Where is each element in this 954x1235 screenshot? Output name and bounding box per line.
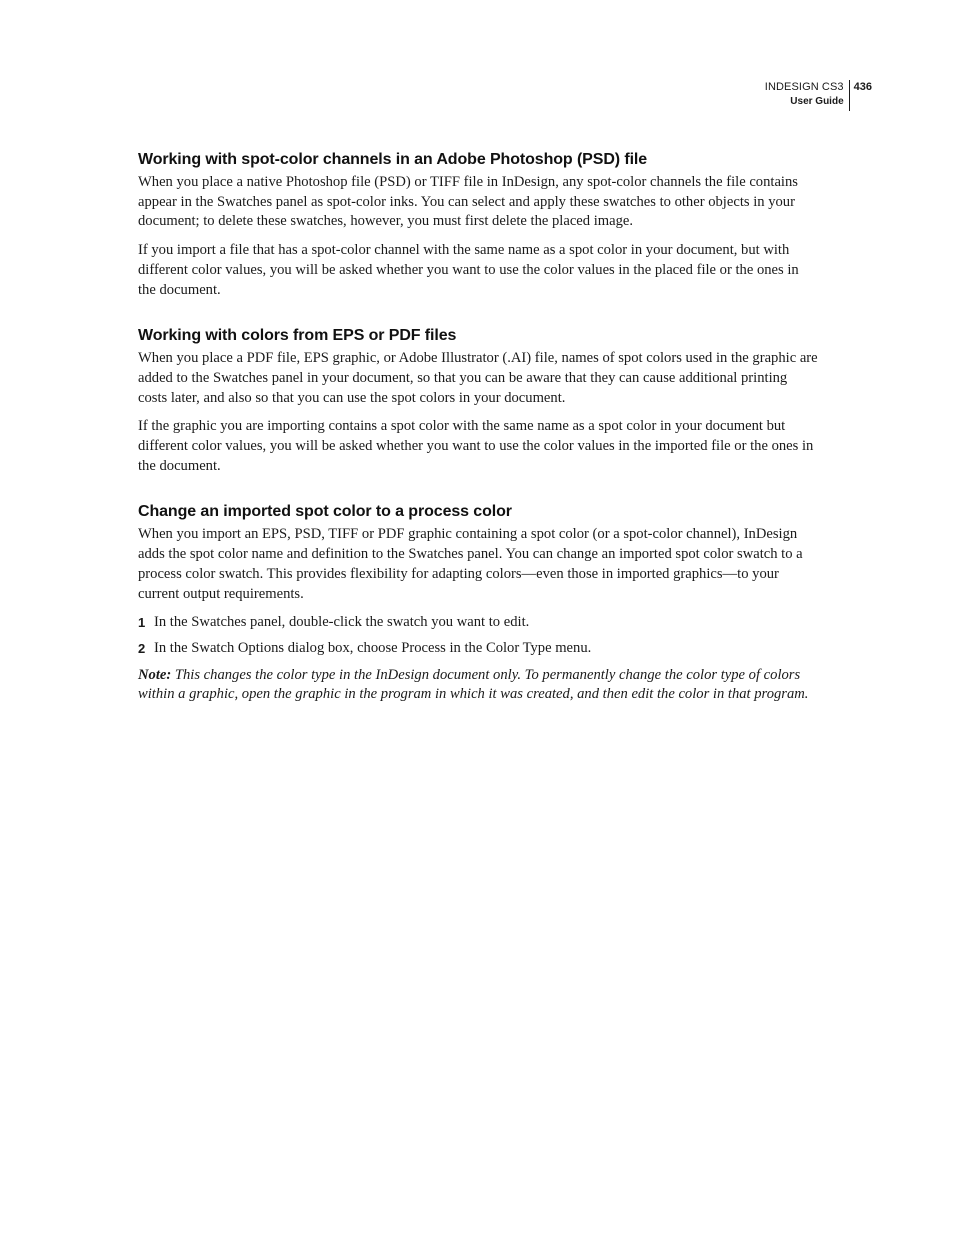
guide-name: User Guide [790,96,844,107]
body-paragraph: If you import a file that has a spot-color channel with the same name as a spot color in your document, but with different color values, you will be asked whether you want to use the color values in the placed file or the ones in the document. [138,242,799,298]
body-paragraph: When you place a native Photoshop file (PSD) or TIFF file in InDesign, any spot-color channels the file contains appear in the Swatches panel as spot-color inks. You can select and apply these swatches to other objects in your document; to delete these swatches, however, you must first delete the placed image. [138,174,798,230]
body-paragraph: When you import an EPS, PSD, TIFF or PDF graphic containing a spot color (or a spot-color channel), InDesign adds the spot color name and definition to the Swatches panel. You can change an imported spot color swatch to a process color swatch. This provides flexibility for adapting colors—even those in imported graphics—to your current output requirements. [138,526,803,602]
note [138,666,818,705]
section-change-spot-to-process [138,501,818,705]
step-item [138,639,818,659]
section-eps-pdf-colors [138,325,818,476]
body-paragraph: When you place a PDF file, EPS graphic, or Adobe Illustrator (.AI) file, names of spot colors used in the graphic are added to the Swatches panel in your document, so that you can be aware that they can cause additional printing costs later, and also so that you can use the spot colors in your document. [138,350,818,406]
step-number: 2 [138,641,146,657]
step-number: 1 [138,615,146,631]
page-number: 436 [853,81,872,93]
section-heading: Working with colors from EPS or PDF files [138,327,457,345]
step-item [138,613,818,633]
section-psd-spot-channels [138,149,818,300]
note-text: This changes the color type in the InDesign document only. To permanently change the color type of colors within a graphic, open the graphic in the program in which it was created, and then edit the color in that program. [138,666,809,703]
section-heading: Working with spot-color channels in an Adobe Photoshop (PSD) file [138,151,648,168]
product-name: INDESIGN CS3 [764,81,844,93]
page-content [138,149,818,705]
section-heading: Change an imported spot color to a process color [138,503,512,521]
step-text: In the Swatches panel, double-click the swatch you want to edit. [154,614,530,631]
running-header-titles [765,80,850,111]
running-header [765,80,872,111]
note-label: Note: [138,666,172,683]
body-paragraph: If the graphic you are importing contains a spot color with the same name as a spot color in your document but different color values, you will be asked whether you want to use the color values in the imported file or the ones in the document. [138,418,814,474]
step-text: In the Swatch Options dialog box, choose Process in the Color Type menu. [154,640,592,657]
